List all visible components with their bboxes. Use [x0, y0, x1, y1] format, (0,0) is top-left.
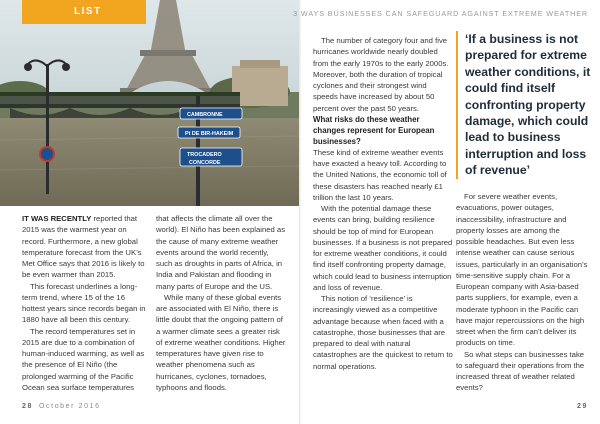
sign-concorde: CONCORDE — [189, 160, 221, 166]
lead-in: IT WAS RECENTLY — [22, 214, 92, 223]
left-column-2 — [156, 213, 286, 393]
paris-flood-illustration — [0, 0, 300, 206]
left-column-1 — [22, 213, 150, 393]
paragraph — [22, 213, 150, 281]
sign-bir-hakeim: Pt DE BIR-HAKEIM — [185, 131, 234, 137]
subheading: What risks do these weather changes represent for European businesses? — [313, 114, 435, 146]
paragraph: While many of these global events are associated with El Niño, there is little doubt that the ongoing pattern of a warmer climate sees a greater risk of extreme weather conditions. Higher temperatures have given rise to weather phenomena such as hurricanes, cyclones, tornadoes, typhoons and floods. — [156, 292, 286, 392]
paragraph: that affects the climate all over the world). El Niño has been explained as the cause of many extreme weather events around the world recently, such as droughts in parts of Africa, in India and Pakistan and flooding in many parts of Europe and the US. — [156, 214, 286, 291]
sign-trocadero: TROCADERO — [187, 152, 222, 158]
right-column-1 — [313, 35, 453, 372]
left-folio — [22, 403, 101, 410]
page-number-left: 28 — [22, 403, 33, 410]
paragraph: For severe weather events, evacuations, power outages, inaccessibility, infrastructure and property losses are among the possible headaches. But even less intense weather can cause serious issues, particularly in an organisation’s time-sensitive supply chain. For a European company with Asia-based parts suppliers, for example, even a moderate typhoon in the Pacific can have major repercussions on the high street when the firm can’t deliver its products on time. — [456, 192, 588, 348]
flood-photo — [0, 0, 300, 206]
pull-quote: ‘If a business is not prepared for extreme weather conditions, it could find itself confronting property damage, which could lead to business interruption and loss of revenue’ — [456, 31, 594, 179]
paragraph: The record temperatures set in 2015 are due to a combination of human-induced warming, as well as the presence of El Niño (the prolonged warming of the Pacific Ocean sea surface temperatures — [22, 326, 145, 392]
paragraph: These kind of extreme weather events have exacted a heavy toll. According to the United Nations, the economic toll of these disasters has reached nearly £1 trillion the last 10 years. — [313, 147, 447, 202]
paragraph: The number of category four and five hurricanes worldwide nearly doubled from the early 1970s to the early 2000s. Moreover, both the duration of tropical cyclones and their strongest wind speeds have increased by about 50 percent over the past 50 years. — [313, 36, 449, 113]
section-tag: LIST — [22, 0, 146, 24]
sign-cambronne: CAMBRONNE — [187, 112, 223, 118]
paragraph: So what steps can businesses take to safeguard their operations from the increased threat of weather related events? — [456, 349, 585, 393]
right-column-2 — [456, 191, 588, 394]
right-folio — [577, 403, 588, 410]
running-head: 3 WAYS BUSINESSES CAN SAFEGUARD AGAINST EXTREME WEATHER — [293, 9, 588, 18]
paragraph: This forecast underlines a long-term trend, where 15 of the 16 hottest years since records began in 1880 have all been this century. — [22, 281, 146, 325]
paragraph: With the potential damage these events can bring, building resilience should be top of mind for European businesses. If a business is not prepared for extreme weather conditions, it could find itself confronting property damage, which could lead to business interruption and loss of revenue. — [313, 204, 453, 292]
page-number-right: 29 — [577, 403, 588, 410]
lead-paragraph-text: reported that 2015 was the warmest year on record. Furthermore, a new global temperature forecast from the UK’s Met Office says that 2016 is likely to be even warmer than 2015. — [22, 214, 145, 280]
paragraph: This notion of ‘resilience’ is increasingly viewed as a competitive advantage because when faced with a catastrophe, those businesses that are prepared to deal with natural catastrophes are the quickest to return to normal operations. — [313, 294, 453, 371]
issue-date: October 2016 — [39, 403, 101, 410]
